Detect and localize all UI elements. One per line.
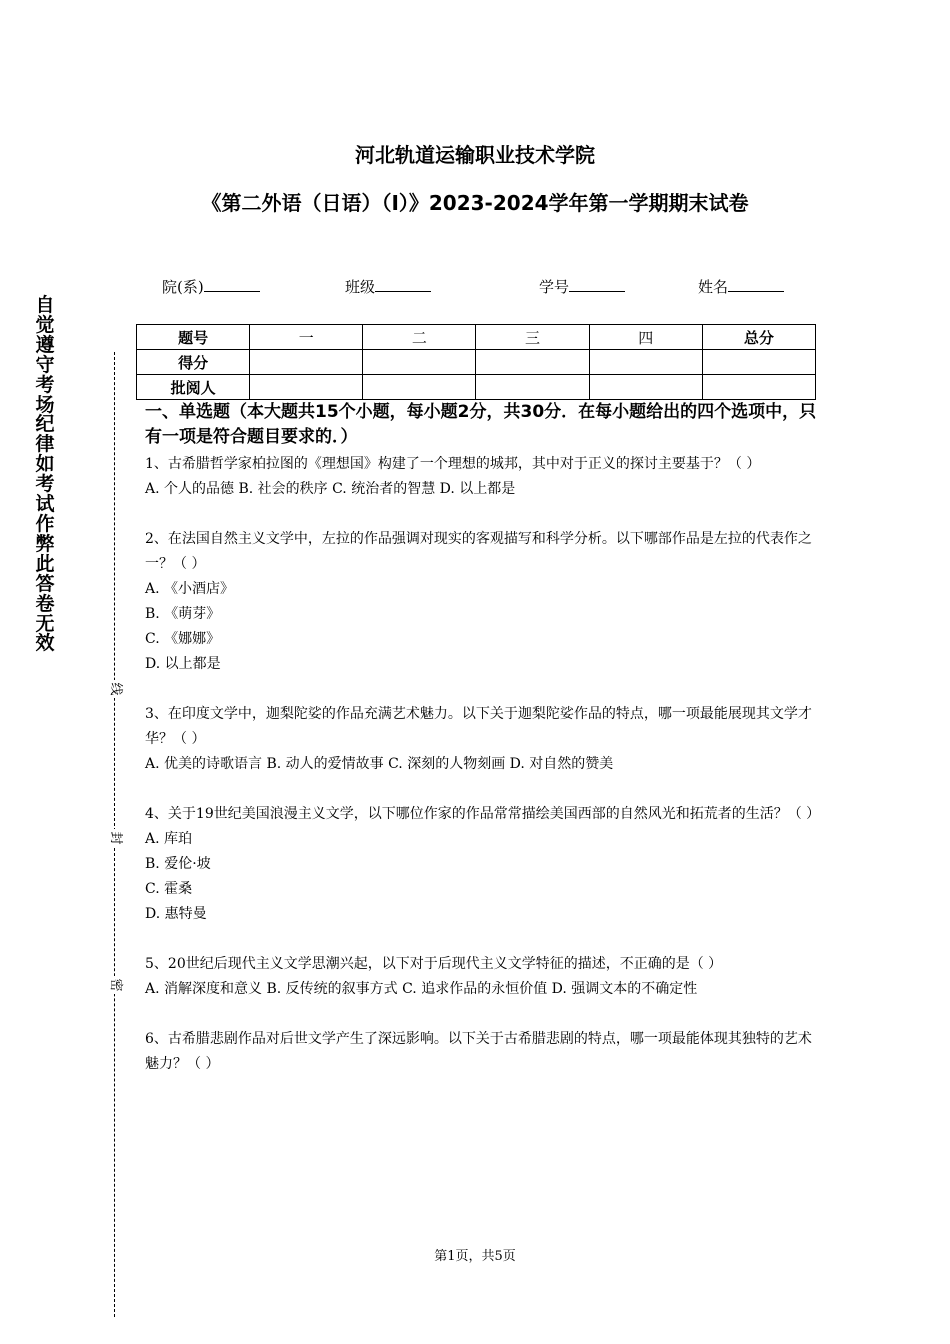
answer-option: B. 《萌芽》 bbox=[145, 606, 221, 622]
score-table bbox=[136, 324, 816, 400]
side-notice bbox=[30, 296, 60, 654]
answer-option: B. 爱伦·坡 bbox=[145, 856, 211, 872]
side-notice-char: 此 bbox=[35, 552, 55, 575]
name-label: 姓名 bbox=[698, 278, 729, 296]
side-notice-char: 觉 bbox=[35, 313, 55, 336]
answer-option: C. 《娜娜》 bbox=[145, 631, 221, 647]
column-header: 三 bbox=[476, 325, 589, 350]
student-id-label: 学号 bbox=[539, 278, 570, 296]
side-notice-char: 自 bbox=[35, 294, 55, 316]
side-notice-char: 纪 bbox=[35, 413, 55, 436]
question-stem: 1、古希腊哲学家柏拉图的《理想国》构建了一个理想的城邦，其中对于正义的探讨主要基于？（ ） bbox=[145, 456, 761, 472]
side-notice-char: 答 bbox=[35, 572, 55, 595]
answer-option: A. 消解深度和意义 B. 反传统的叙事方式 C. 追求作品的永恒价值 D. 强调文本的不确定性 bbox=[145, 981, 698, 997]
class-field bbox=[345, 276, 431, 297]
department-blank bbox=[204, 277, 260, 292]
section-heading: 一、单选题（本大题共15个小题，每小题2分，共30分．在每小题给出的四个选项中，只有一项是符合题目要求的．） bbox=[145, 402, 817, 447]
side-notice-char: 效 bbox=[35, 632, 55, 655]
side-notice-char: 考 bbox=[35, 373, 55, 396]
side-notice-char: 作 bbox=[35, 512, 55, 535]
department-field bbox=[162, 276, 260, 297]
score-table-reviewer-row bbox=[137, 375, 816, 400]
class-blank bbox=[375, 277, 431, 292]
student-id-field bbox=[539, 276, 625, 297]
question-item bbox=[145, 952, 817, 1002]
question-item bbox=[145, 527, 817, 677]
side-notice-char: 场 bbox=[35, 393, 55, 416]
question-list bbox=[145, 452, 821, 1077]
question-stem: 4、关于19世纪美国浪漫主义文学，以下哪位作家的作品常常描绘美国西部的自然风光和拓荒者的生活？（ ） bbox=[145, 806, 821, 822]
side-notice-char: 遵 bbox=[35, 333, 55, 356]
question-stem: 5、20世纪后现代主义文学思潮兴起，以下对于后现代主义文学特征的描述，不正确的是（ ） bbox=[145, 956, 723, 972]
score-table-header-row bbox=[137, 325, 816, 350]
score-cell bbox=[363, 350, 476, 375]
seal-mark-secret: 密 bbox=[106, 976, 124, 994]
column-header: 四 bbox=[589, 325, 702, 350]
question-stem: 3、在印度文学中，迦梨陀娑的作品充满艺术魅力。以下关于迦梨陀娑作品的特点，哪一项最能展现其文学才华？（ ） bbox=[145, 706, 812, 747]
answer-option: A. 库珀 bbox=[145, 831, 193, 847]
page-footer: 第1页，共5页 bbox=[434, 1249, 516, 1264]
question-item bbox=[145, 702, 817, 777]
score-cell bbox=[250, 350, 363, 375]
reviewer-cell bbox=[702, 375, 815, 400]
department-label: 院(系) bbox=[162, 278, 204, 296]
score-cell bbox=[476, 350, 589, 375]
column-header-total: 总分 bbox=[702, 325, 815, 350]
answer-option: D. 惠特曼 bbox=[145, 906, 207, 922]
name-field bbox=[698, 276, 784, 297]
student-id-blank bbox=[569, 277, 625, 292]
side-notice-char: 卷 bbox=[35, 592, 55, 615]
score-cell bbox=[589, 350, 702, 375]
class-label: 班级 bbox=[345, 278, 376, 296]
name-blank bbox=[728, 277, 784, 292]
side-notice-char: 无 bbox=[35, 612, 55, 635]
row-label-reviewer: 批阅人 bbox=[137, 375, 250, 400]
column-header: 一 bbox=[250, 325, 363, 350]
reviewer-cell bbox=[476, 375, 589, 400]
score-cell bbox=[702, 350, 815, 375]
school-name: 河北轨道运输职业技术学院 bbox=[355, 143, 595, 167]
column-header: 二 bbox=[363, 325, 476, 350]
side-notice-char: 如 bbox=[35, 453, 55, 476]
question-item bbox=[145, 1027, 817, 1077]
row-label-score: 得分 bbox=[137, 350, 250, 375]
seal-mark-line: 线 bbox=[106, 680, 124, 698]
reviewer-cell bbox=[589, 375, 702, 400]
answer-option: C. 霍桑 bbox=[145, 881, 193, 897]
side-notice-char: 试 bbox=[35, 493, 55, 516]
score-table-score-row bbox=[137, 350, 816, 375]
question-area bbox=[145, 400, 821, 1102]
reviewer-cell bbox=[363, 375, 476, 400]
side-notice-char: 弊 bbox=[35, 532, 55, 555]
student-info-row bbox=[0, 276, 950, 300]
question-item bbox=[145, 802, 821, 927]
side-notice-char: 守 bbox=[35, 353, 55, 376]
answer-option: A. 《小酒店》 bbox=[145, 581, 235, 597]
answer-option: A. 优美的诗歌语言 B. 动人的爱情故事 C. 深刻的人物刻画 D. 对自然的赞美 bbox=[145, 756, 614, 772]
question-stem: 2、在法国自然主义文学中，左拉的作品强调对现实的客观描写和科学分析。以下哪部作品是左拉的代表作之一？（ ） bbox=[145, 531, 812, 572]
reviewer-cell bbox=[250, 375, 363, 400]
seal-mark-seal: 封 bbox=[106, 829, 124, 847]
exam-title: 《第二外语（日语）（I）》2023-2024学年第一学期期末试卷 bbox=[201, 191, 749, 215]
row-label-number: 题号 bbox=[137, 325, 250, 350]
answer-option: A. 个人的品德 B. 社会的秩序 C. 统治者的智慧 D. 以上都是 bbox=[145, 481, 516, 497]
question-stem: 6、古希腊悲剧作品对后世文学产生了深远影响。以下关于古希腊悲剧的特点，哪一项最能体现其独特的艺术魅力？（ ） bbox=[145, 1031, 812, 1072]
side-notice-char: 考 bbox=[35, 473, 55, 496]
side-notice-char: 律 bbox=[35, 433, 55, 456]
answer-option: D. 以上都是 bbox=[145, 656, 221, 672]
question-item bbox=[145, 452, 817, 502]
